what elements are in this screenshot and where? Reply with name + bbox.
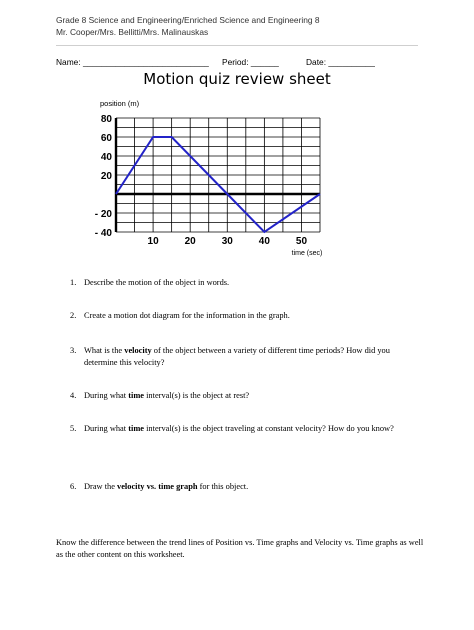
x-axis-label: time (sec) — [291, 250, 323, 257]
question-number: 1. — [70, 278, 77, 287]
x-tick-label: 50 — [295, 236, 308, 247]
teacher-names: Mr. Cooper/Mrs. Bellitti/Mrs. Malinauskas — [56, 27, 209, 37]
question-text — [84, 345, 420, 368]
y-tick-label: - 20 — [94, 209, 112, 220]
x-tick-label: 10 — [147, 236, 159, 247]
worksheet-title: Motion quiz review sheet — [143, 70, 331, 88]
question-1 — [70, 277, 420, 289]
date-field[interactable]: Date: __________ — [306, 57, 375, 67]
name-field[interactable]: Name: ___________________________ — [56, 57, 209, 67]
question-text-run: Create a motion dot diagram for the information in the graph. — [84, 311, 290, 320]
question-text-run: of the object between a variety of different time periods? How did you determine this velocity? — [84, 346, 390, 367]
question-text — [84, 481, 420, 493]
course-header: Grade 8 Science and Engineering/Enriched Science and Engineering 8 — [56, 15, 320, 25]
y-tick-label: 20 — [100, 171, 112, 182]
y-axis-label: position (m) — [100, 99, 140, 108]
period-field[interactable]: Period: ______ — [222, 57, 279, 67]
x-tick-label: 40 — [258, 236, 270, 247]
question-text-run: During what — [84, 391, 129, 400]
emphasized-term: velocity vs. time graph — [117, 482, 198, 491]
y-tick-label: 60 — [100, 133, 112, 144]
question-text-run: Draw the — [84, 482, 118, 491]
question-5 — [70, 423, 420, 435]
question-text-run: interval(s) is the object traveling at constant velocity? How do you know? — [144, 424, 394, 433]
question-number: 4. — [70, 391, 77, 400]
emphasized-term: time — [128, 391, 145, 400]
question-6 — [70, 481, 420, 493]
question-text — [84, 423, 420, 435]
y-tick-label: - 40 — [94, 228, 112, 239]
emphasized-term: time — [128, 424, 145, 433]
header-divider — [56, 45, 418, 46]
question-text-run: During what — [84, 424, 129, 433]
question-text-run: for this object. — [197, 482, 249, 491]
question-text-run: interval(s) is the object at rest? — [144, 391, 250, 400]
x-tick-label: 20 — [184, 236, 196, 247]
question-3 — [70, 345, 420, 368]
y-tick-label: 80 — [100, 114, 112, 125]
question-text-run: What is the — [84, 346, 125, 355]
study-note: Know the difference between the trend lines of Position vs. Time graphs and Velocity vs. Time graphs as well as the other content on this worksheet. — [56, 538, 424, 559]
question-text-run: Describe the motion of the object in words. — [84, 278, 230, 287]
question-2 — [70, 310, 420, 322]
question-number: 6. — [70, 482, 77, 491]
x-tick-label: 30 — [221, 236, 233, 247]
y-tick-label: 40 — [100, 152, 112, 163]
question-text — [84, 277, 420, 289]
question-text — [84, 390, 420, 402]
question-4 — [70, 390, 420, 402]
question-text — [84, 310, 420, 322]
position-time-graph — [80, 96, 340, 266]
question-number: 3. — [70, 346, 77, 355]
question-number: 5. — [70, 424, 77, 433]
emphasized-term: velocity — [124, 346, 152, 355]
question-number: 2. — [70, 311, 77, 320]
